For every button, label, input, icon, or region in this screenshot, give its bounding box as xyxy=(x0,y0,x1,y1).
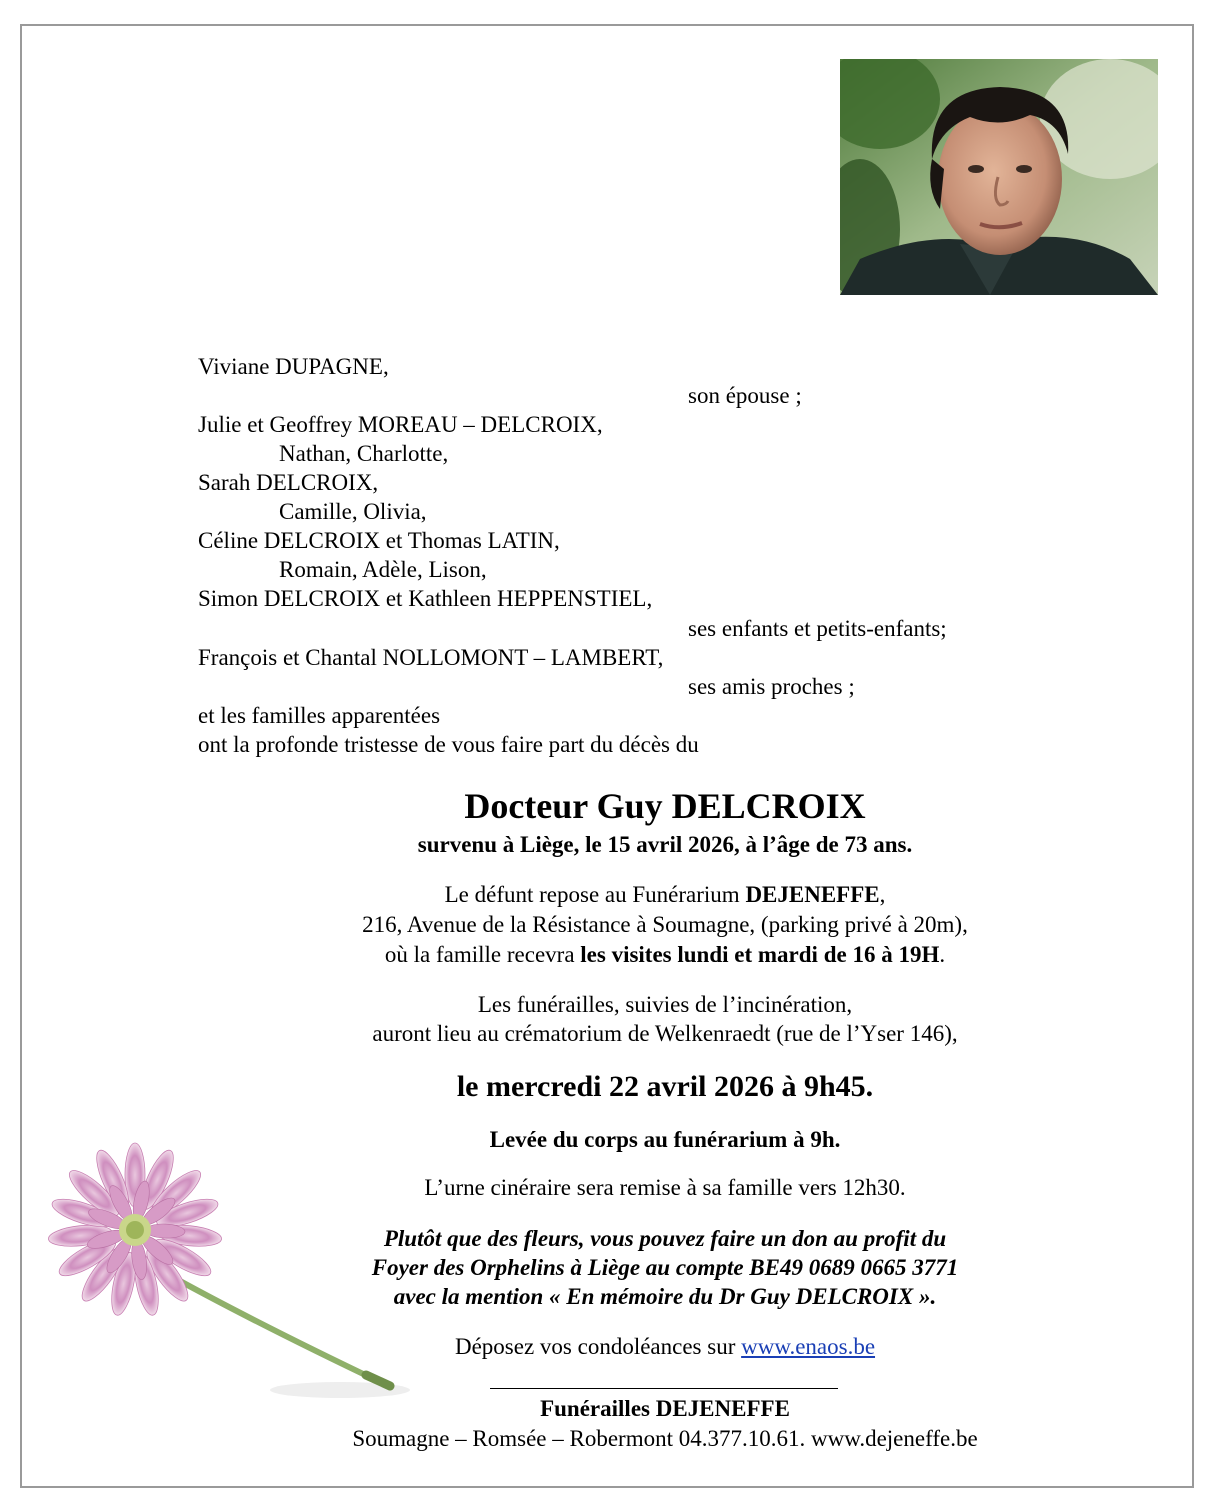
funeral-date: le mercredi 22 avril 2026 à 9h45. xyxy=(456,1070,874,1103)
family-relation-spouse: son épouse ; xyxy=(688,383,802,408)
funeral-line-1: Les funérailles, suivies de l’incinération, xyxy=(477,992,853,1017)
donation-line-3: avec la mention « En mémoire du Dr Guy DELCROIX ». xyxy=(393,1284,937,1309)
family-line-11: François et Chantal NOLLOMONT – LAMBERT, xyxy=(198,645,664,670)
family-line-6: Camille, Olivia, xyxy=(279,499,427,524)
family-line-4: Nathan, Charlotte, xyxy=(279,441,449,466)
deceased-name: Docteur Guy DELCROIX xyxy=(464,786,866,826)
condolences-line: Déposez vos condoléances sur www.enaos.be xyxy=(454,1334,876,1359)
donation-line-2: Foyer des Orphelins à Liège au compte BE49 0689 0665 3771 xyxy=(371,1255,959,1280)
family-line-1: Viviane DUPAGNE, xyxy=(198,354,389,379)
footer-contact: Soumagne – Romsée – Robermont 04.377.10.61. www.dejeneffe.be xyxy=(352,1426,978,1451)
deceased-subtitle: survenu à Liège, le 15 avril 2026, à l’âge de 73 ans. xyxy=(417,832,913,857)
family-line-14: ont la profonde tristesse de vous faire part du décès du xyxy=(198,732,699,757)
family-line-8: Romain, Adèle, Lison, xyxy=(279,557,487,582)
family-line-3: Julie et Geoffrey MOREAU – DELCROIX, xyxy=(198,412,603,437)
family-line-9: Simon DELCROIX et Kathleen HEPPENSTIEL, xyxy=(198,586,653,611)
urn-note: L’urne cinéraire sera remise à sa famille vers 12h30. xyxy=(424,1175,906,1200)
family-line-7: Céline DELCROIX et Thomas LATIN, xyxy=(198,528,560,553)
donation-line-1: Plutôt que des fleurs, vous pouvez faire un don au profit du xyxy=(383,1226,947,1251)
family-line-5: Sarah DELCROIX, xyxy=(198,470,379,495)
family-relation-friends: ses amis proches ; xyxy=(688,674,855,699)
visit-line-2: 216, Avenue de la Résistance à Soumagne, (parking privé à 20m), xyxy=(362,912,968,937)
visit-line-1: Le défunt repose au Funérarium DEJENEFFE, xyxy=(444,882,886,907)
family-relation-children: ses enfants et petits-enfants; xyxy=(688,616,947,641)
flower-illustration xyxy=(40,1120,420,1460)
condolences-link[interactable]: www.enaos.be xyxy=(741,1334,876,1359)
levee-du-corps: Levée du corps au funérarium à 9h. xyxy=(489,1127,841,1152)
funeral-line-2: auront lieu au crématorium de Welkenraedt (rue de l’Yser 146), xyxy=(372,1021,958,1046)
visit-line-3: où la famille recevra les visites lundi et mardi de 16 à 19H. xyxy=(384,942,946,967)
family-line-13: et les familles apparentées xyxy=(198,703,441,728)
footer-company: Funérailles DEJENEFFE xyxy=(540,1396,790,1421)
